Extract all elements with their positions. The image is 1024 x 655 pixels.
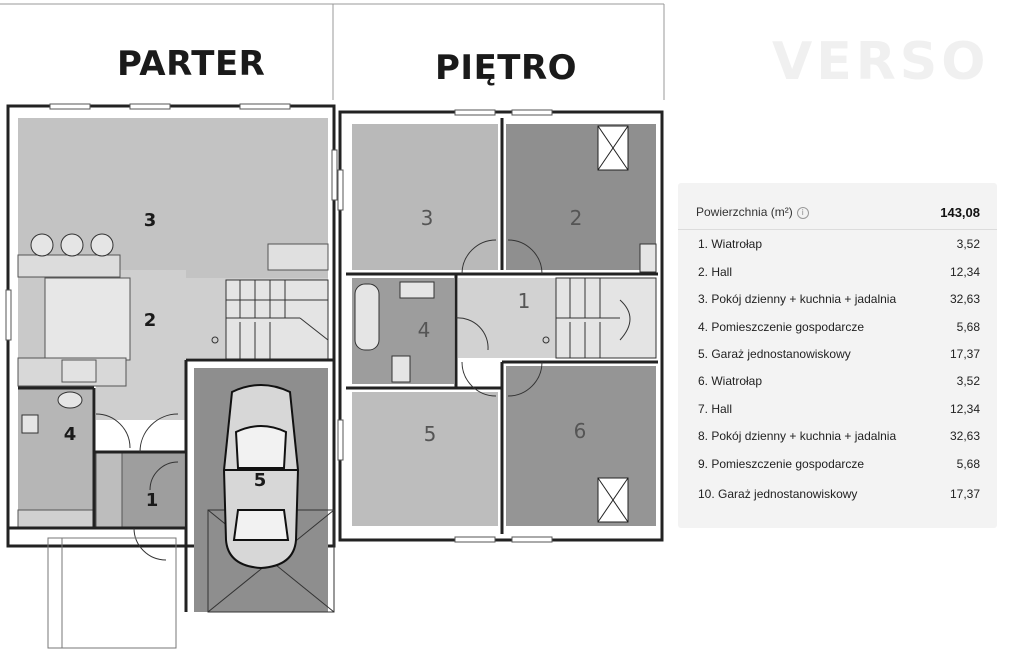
kitchen-island xyxy=(45,278,130,360)
area-row-label: 2. Hall xyxy=(698,265,733,279)
area-row xyxy=(678,485,997,505)
floor-title-upper: PIĘTRO xyxy=(435,48,578,88)
kitchen-counter xyxy=(18,255,120,277)
ground-floor-plan xyxy=(6,104,337,648)
fridge-icon xyxy=(268,244,328,270)
room-4-fill xyxy=(18,388,94,528)
area-row-value: 32,63 xyxy=(949,292,980,306)
upper-room-label-3: 3 xyxy=(420,206,434,230)
upper-room-6-fill xyxy=(506,366,656,526)
upper-room-label-6: 6 xyxy=(573,419,587,443)
wardrobe-icon xyxy=(96,452,122,528)
area-row xyxy=(678,345,997,365)
utility-sink-icon xyxy=(18,510,94,528)
area-row-value: 17,37 xyxy=(949,487,980,501)
area-row xyxy=(678,427,997,447)
area-row-label: 1. Wiatrołap xyxy=(698,237,763,251)
info-icon[interactable]: i xyxy=(797,207,809,219)
area-row xyxy=(678,372,997,392)
bathtub-icon xyxy=(355,284,379,350)
area-row xyxy=(678,290,997,310)
upper-floor-plan xyxy=(338,110,662,542)
area-row-value: 3,52 xyxy=(956,237,980,251)
area-row-label: 3. Pokój dzienny + kuchnia + jadalnia xyxy=(698,292,897,306)
area-row-label: 9. Pomieszczenie gospodarcze xyxy=(698,457,865,471)
area-row-label: 7. Hall xyxy=(698,402,733,416)
upper-room-label-1: 1 xyxy=(517,289,531,313)
area-row-value: 12,34 xyxy=(949,402,980,416)
kitchen-sink-icon xyxy=(62,360,96,382)
area-row-value: 5,68 xyxy=(956,457,980,471)
toilet-icon xyxy=(392,356,410,382)
area-row-label: 8. Pokój dzienny + kuchnia + jadalnia xyxy=(698,429,897,443)
area-row-value: 5,68 xyxy=(956,320,980,334)
area-row xyxy=(678,455,997,475)
room-label-2: 2 xyxy=(143,310,157,331)
upper-room-3-fill xyxy=(352,124,498,270)
bar-stool-icon xyxy=(31,234,113,256)
area-row xyxy=(678,400,997,420)
upper-room-label-4: 4 xyxy=(417,318,431,342)
boiler-icon xyxy=(640,244,656,272)
washbasin-icon xyxy=(400,282,434,298)
room-label-4: 4 xyxy=(63,424,77,445)
area-row-value: 12,34 xyxy=(949,265,980,279)
area-table-header xyxy=(678,183,997,230)
entrance-porch xyxy=(48,538,176,648)
area-table xyxy=(678,183,997,528)
room-label-5: 5 xyxy=(253,470,267,491)
area-row xyxy=(678,318,997,338)
washbasin-icon xyxy=(58,392,82,408)
area-row-value: 3,52 xyxy=(956,374,980,388)
brand-logo: VERSO xyxy=(772,32,990,92)
upper-room-label-2: 2 xyxy=(569,206,583,230)
upper-room-5-fill xyxy=(352,392,498,526)
stairs-icon xyxy=(212,280,328,360)
area-row-label: 4. Pomieszczenie gospodarcze xyxy=(698,320,865,334)
area-row-label: 5. Garaż jednostanowiskowy xyxy=(698,347,851,361)
floor-title-ground: PARTER xyxy=(117,44,266,84)
area-row-label: 6. Wiatrołap xyxy=(698,374,763,388)
area-row-label: 10. Garaż jednostanowiskowy xyxy=(698,487,858,501)
area-total-label: Powierzchnia (m²) i xyxy=(696,205,809,219)
stairs-icon xyxy=(543,278,656,358)
upper-room-1-fill xyxy=(458,278,556,358)
area-total-value: 143,08 xyxy=(940,205,980,220)
area-row-value: 32,63 xyxy=(949,429,980,443)
upper-room-label-5: 5 xyxy=(423,422,437,446)
room-label-3: 3 xyxy=(143,210,157,231)
room-label-1: 1 xyxy=(145,490,159,511)
upper-room-2-fill xyxy=(506,124,656,270)
toilet-icon xyxy=(22,415,38,433)
area-row xyxy=(678,235,997,255)
area-row-value: 17,37 xyxy=(949,347,980,361)
area-row xyxy=(678,263,997,283)
